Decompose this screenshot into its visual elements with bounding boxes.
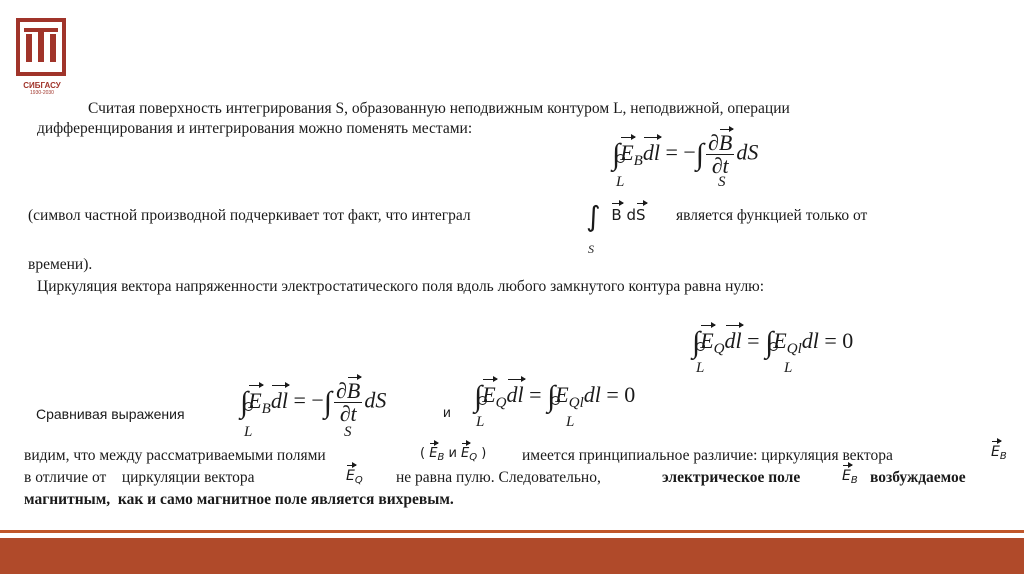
conclusion-line-2-bold: электрическое поле bbox=[662, 469, 801, 486]
contour-integral-symbol: ∫ bbox=[612, 137, 621, 171]
vector-EB-2: $E_B$ bbox=[842, 468, 858, 486]
equation-compare-Q: $\int E_Qdl = \int E_{Ql}dl = 0$ bbox=[474, 380, 636, 413]
note-line-2: времени). bbox=[28, 256, 93, 273]
vector-EQ: $E_Q$ bbox=[346, 468, 363, 486]
limit-S: S bbox=[718, 174, 726, 190]
logo-text: СИБГАСУ bbox=[23, 81, 61, 90]
logo-subtext: 1930-2030 bbox=[30, 90, 54, 96]
eq2-limit-L1: L bbox=[696, 360, 705, 376]
footer-bar bbox=[0, 538, 1024, 574]
paragraph-1-line-2: дифференцирования и интегрирования можно поменять местами: bbox=[37, 120, 473, 137]
conclusion-line-3-bold: магнитным, как и само магнитное поле является вихревым. bbox=[24, 491, 454, 508]
limit-L: L bbox=[616, 174, 625, 190]
conclusion-line-1-a: видим, что между рассматриваемыми полями bbox=[24, 447, 326, 464]
inline-integral-B-dS: ∫ B dS bbox=[586, 200, 646, 233]
compare-limit-L2: L bbox=[476, 414, 485, 430]
compare-limit-S: S bbox=[344, 424, 352, 440]
note-line-1-start: (символ частной производной подчеркивает тот факт, что интеграл bbox=[28, 207, 471, 224]
equation-faraday-integral: $\int E_Bdl$ = −∫ $\frac{\partial B}{\partial t}$ dS bbox=[612, 130, 759, 178]
equation-electrostatic-circulation: $\int E_Qdl = \int E_{Ql}dl = 0$ bbox=[692, 326, 854, 359]
logo-emblem-icon bbox=[14, 14, 70, 78]
fields-pair: ( $E_B$ и $E_Q$ ) bbox=[420, 446, 487, 463]
paragraph-2: Циркуляция вектора напряженности электростатического поля вдоль любого замкнутого контура равна нулю: bbox=[37, 278, 765, 295]
compare-and: и bbox=[443, 404, 451, 420]
eq2-limit-L2: L bbox=[784, 360, 793, 376]
note-line-1-end: является функцией только от bbox=[676, 207, 868, 224]
compare-label: Сравнивая выражения bbox=[36, 406, 185, 422]
conclusion-line-2-a: в отличие от циркуляции вектора bbox=[24, 469, 255, 486]
inline-limit-S: S bbox=[588, 242, 594, 256]
university-logo bbox=[14, 14, 70, 94]
compare-limit-L: L bbox=[244, 424, 253, 440]
conclusion-line-1-b: имеется принципиальное различие: циркуляция вектора bbox=[522, 447, 893, 464]
conclusion-line-2-b: не равна пулю. Следовательно, bbox=[396, 469, 601, 486]
compare-limit-L3: L bbox=[566, 414, 575, 430]
conclusion-line-2-bold-2: возбуждаемое bbox=[870, 469, 966, 486]
vector-EB-1: $E_B$ bbox=[991, 444, 1007, 462]
paragraph-1-line-1: Считая поверхность интегрирования S, образованную неподвижным контуром L, неподвижной, операции bbox=[88, 100, 790, 117]
equation-compare-B: $\int E_Bdl$ = −∫ $\frac{\partial B}{\partial t}$ dS bbox=[240, 378, 387, 426]
footer-thin-bar bbox=[0, 530, 1024, 533]
surface-integral-symbol: ∫ bbox=[695, 137, 705, 171]
